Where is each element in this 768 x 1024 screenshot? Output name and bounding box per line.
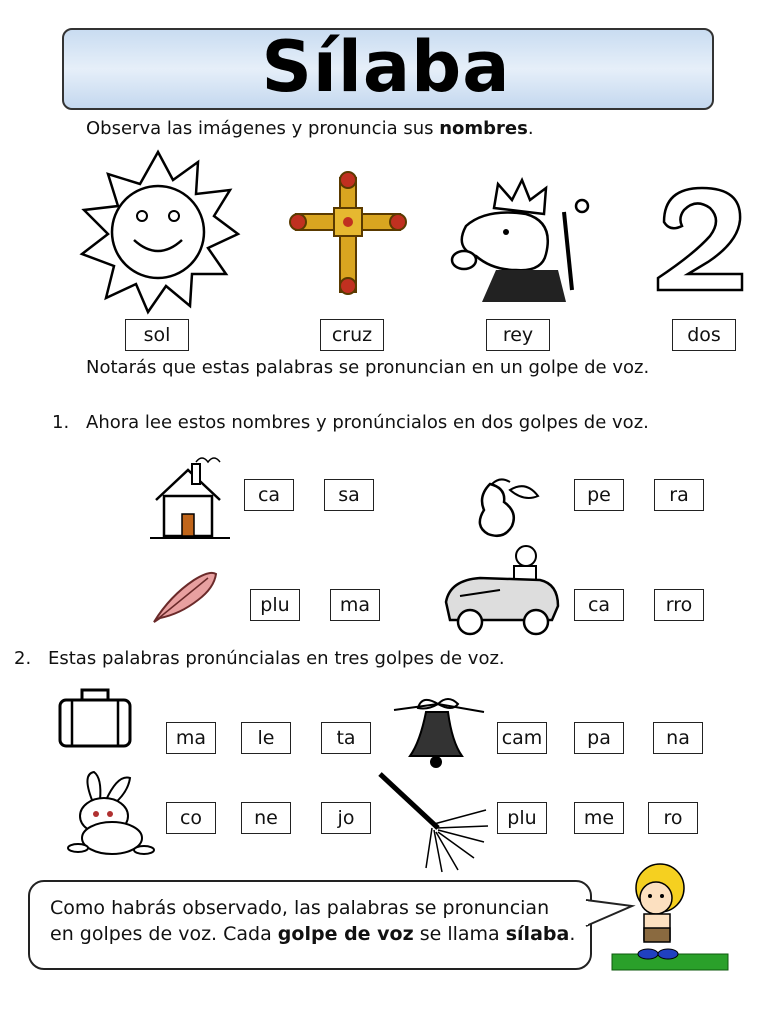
bubble-line-2 [50,921,575,947]
intro-text [86,118,534,139]
syllable-le-maleta: le [241,722,291,754]
syllable-sa-casa: sa [324,479,374,511]
syllable-na-campana: na [653,722,703,754]
boy-icon [612,858,728,974]
word-box-dos: dos [672,319,736,351]
intro-post: . [527,118,534,139]
syllable-plu-plumero: plu [497,802,547,834]
bubble-text [50,895,575,947]
question-2-number: 2. [14,648,32,669]
note-text: Notarás que estas palabras se pronuncian en un golpe de voz. [86,357,650,378]
syllable-pe-pera: pe [574,479,624,511]
feather-icon [150,566,220,626]
sun-icon [78,150,238,315]
syllable-ca-carro: ca [574,589,624,621]
syllable-plu-pluma: plu [250,589,300,621]
syllable-ma-pluma: ma [330,589,380,621]
bubble-bold-golpe: golpe de voz [277,923,414,945]
car-icon [440,540,562,636]
syllable-ra-pera: ra [654,479,704,511]
syllable-ne-conejo: ne [241,802,291,834]
bubble-line-2-post: . [569,923,576,945]
syllable-pa-campana: pa [574,722,624,754]
syllable-rro-carro: rro [654,589,704,621]
word-box-sol: sol [125,319,189,351]
syllable-cam-campana: cam [497,722,547,754]
bubble-line-1: Como habrás observado, las palabras se pronuncian [50,897,550,919]
page-title: Sílaba [261,26,511,108]
syllable-jo-conejo: jo [321,802,371,834]
pear-icon [470,472,542,538]
question-1-text: Ahora lee estos nombres y pronúncialos en dos golpes de voz. [86,412,649,433]
king-icon [446,178,591,304]
number-two-icon [650,182,750,294]
question-1-number: 1. [52,412,70,433]
syllable-co-conejo: co [166,802,216,834]
syllable-ta-maleta: ta [321,722,371,754]
intro-bold: nombres [439,118,528,139]
bubble-line-2-pre: en golpes de voz. Cada [50,923,278,945]
bell-icon [392,694,486,770]
syllable-ma-maleta: ma [166,722,216,754]
intro-pre: Observa las imágenes y pronuncia sus [86,118,440,139]
word-box-rey: rey [486,319,550,351]
word-box-cruz: cruz [320,319,384,351]
house-icon [150,456,230,540]
suitcase-icon [58,688,134,750]
question-2-text: Estas palabras pronúncialas en tres golpes de voz. [48,648,505,669]
bubble-line-2-mid: se llama [413,923,506,945]
feather-duster-icon [376,770,494,874]
cross-icon [290,172,405,298]
rabbit-icon [62,770,154,856]
syllable-me-plumero: me [574,802,624,834]
bubble-bold-silaba: sílaba [505,923,570,945]
syllable-ca-casa: ca [244,479,294,511]
syllable-ro-plumero: ro [648,802,698,834]
